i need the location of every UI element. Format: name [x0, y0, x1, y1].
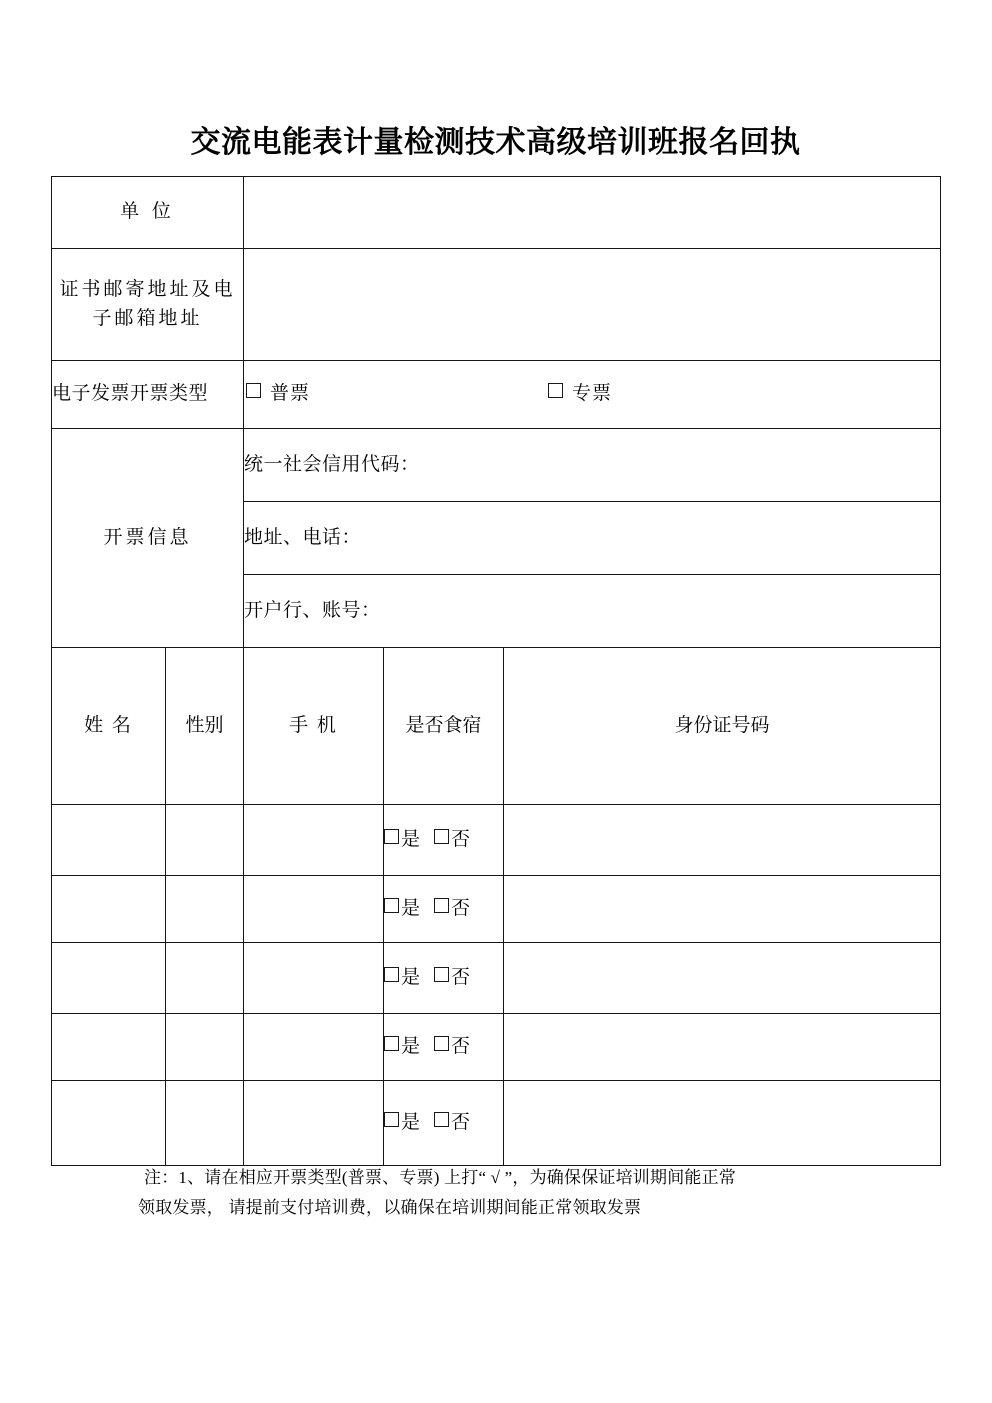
checkbox-icon[interactable]	[384, 967, 399, 982]
cell-name[interactable]	[52, 876, 166, 943]
cell-name[interactable]	[52, 1014, 166, 1081]
checkbox-icon[interactable]	[548, 383, 563, 398]
page-title: 交流电能表计量检测技术高级培训班报名回执	[190, 126, 801, 159]
cell-name[interactable]	[52, 805, 166, 876]
cell-gender[interactable]	[166, 943, 244, 1014]
invoice-type-option-general[interactable]	[246, 380, 310, 409]
footer-note-line1: 注：1、请在相应开票类型(普票、专票) 上打“ √ ”，为确保保证培训期间能正常	[144, 1168, 736, 1187]
invoice-type-options	[244, 361, 941, 429]
checkbox-icon[interactable]	[434, 898, 449, 913]
cell-gender[interactable]	[166, 1014, 244, 1081]
cell-id-number[interactable]	[504, 1081, 941, 1166]
table-row	[52, 943, 941, 1014]
cell-name[interactable]	[52, 1081, 166, 1166]
invoice-info-label: 开票信息	[52, 429, 244, 648]
form-row-invoice-info-1	[52, 429, 941, 502]
unit-label: 单 位	[52, 177, 244, 249]
board-option-yes-label: 是	[401, 966, 421, 988]
table-row	[52, 1014, 941, 1081]
checkbox-icon[interactable]	[434, 1112, 449, 1127]
checkbox-icon[interactable]	[384, 829, 399, 844]
cell-gender[interactable]	[166, 1081, 244, 1166]
cell-gender[interactable]	[166, 876, 244, 943]
invoice-type-option-special[interactable]	[548, 380, 612, 409]
form-row-unit	[52, 177, 941, 249]
cell-id-number[interactable]	[504, 876, 941, 943]
board-option-yes-label: 是	[401, 897, 421, 919]
credit-code-field[interactable]	[244, 429, 941, 502]
column-header-name: 姓 名	[52, 648, 166, 805]
cell-gender[interactable]	[166, 805, 244, 876]
address-phone-field[interactable]	[244, 502, 941, 575]
board-option-yes-label: 是	[401, 828, 421, 850]
column-header-id-number: 身份证号码	[504, 648, 941, 805]
table-row	[52, 805, 941, 876]
board-option-yes-label: 是	[401, 1111, 421, 1133]
cell-board-options[interactable]	[384, 805, 504, 876]
checkbox-icon[interactable]	[384, 1112, 399, 1127]
participants-header-row	[52, 648, 941, 805]
column-header-phone: 手 机	[244, 648, 384, 805]
checkbox-icon[interactable]	[434, 829, 449, 844]
checkbox-icon[interactable]	[384, 898, 399, 913]
cell-board-options[interactable]	[384, 1014, 504, 1081]
cell-board-options[interactable]	[384, 943, 504, 1014]
form-row-invoice-type	[52, 361, 941, 429]
mailing-address-label-line1: 证书邮寄地址及电	[59, 279, 236, 300]
cell-phone[interactable]	[244, 943, 384, 1014]
board-option-yes-label: 是	[401, 1035, 421, 1057]
board-option-no-label: 否	[451, 1111, 471, 1133]
form-row-address	[52, 249, 941, 361]
cell-board-options[interactable]	[384, 1081, 504, 1166]
checkbox-icon[interactable]	[246, 383, 261, 398]
invoice-type-label: 电子发票开票类型	[52, 361, 244, 429]
board-option-no-label: 否	[451, 1035, 471, 1057]
bank-account-label: 开户行、账号：	[244, 599, 381, 621]
board-option-no-label: 否	[451, 966, 471, 988]
cell-id-number[interactable]	[504, 1014, 941, 1081]
invoice-type-options-row	[244, 380, 940, 409]
cell-phone[interactable]	[244, 1014, 384, 1081]
cell-id-number[interactable]	[504, 943, 941, 1014]
mailing-address-value[interactable]	[244, 249, 941, 361]
board-option-no-label: 否	[451, 828, 471, 850]
invoice-type-option-general-label: 普票	[270, 383, 311, 405]
cell-id-number[interactable]	[504, 805, 941, 876]
checkbox-icon[interactable]	[384, 1036, 399, 1051]
footer-note-line2: 领取发票， 请提前支付培训费，以确保在培训期间能正常领取发票	[138, 1198, 642, 1217]
cell-phone[interactable]	[244, 805, 384, 876]
cell-board-options[interactable]	[384, 876, 504, 943]
unit-value[interactable]	[244, 177, 941, 249]
column-header-board: 是否食宿	[384, 648, 504, 805]
registration-form-table	[51, 176, 941, 1166]
checkbox-icon[interactable]	[434, 967, 449, 982]
table-row	[52, 876, 941, 943]
column-header-gender: 性别	[166, 648, 244, 805]
invoice-type-option-special-label: 专票	[572, 383, 613, 405]
mailing-address-label	[52, 249, 244, 361]
mailing-address-label-line2: 子邮箱地址	[92, 307, 203, 329]
address-phone-label: 地址、电话：	[244, 526, 362, 548]
credit-code-label: 统一社会信用代码：	[244, 453, 420, 475]
footer-note	[138, 1163, 918, 1223]
cell-phone[interactable]	[244, 876, 384, 943]
cell-phone[interactable]	[244, 1081, 384, 1166]
table-row	[52, 1081, 941, 1166]
board-option-no-label: 否	[451, 897, 471, 919]
bank-account-field[interactable]	[244, 575, 941, 648]
checkbox-icon[interactable]	[434, 1036, 449, 1051]
cell-name[interactable]	[52, 943, 166, 1014]
